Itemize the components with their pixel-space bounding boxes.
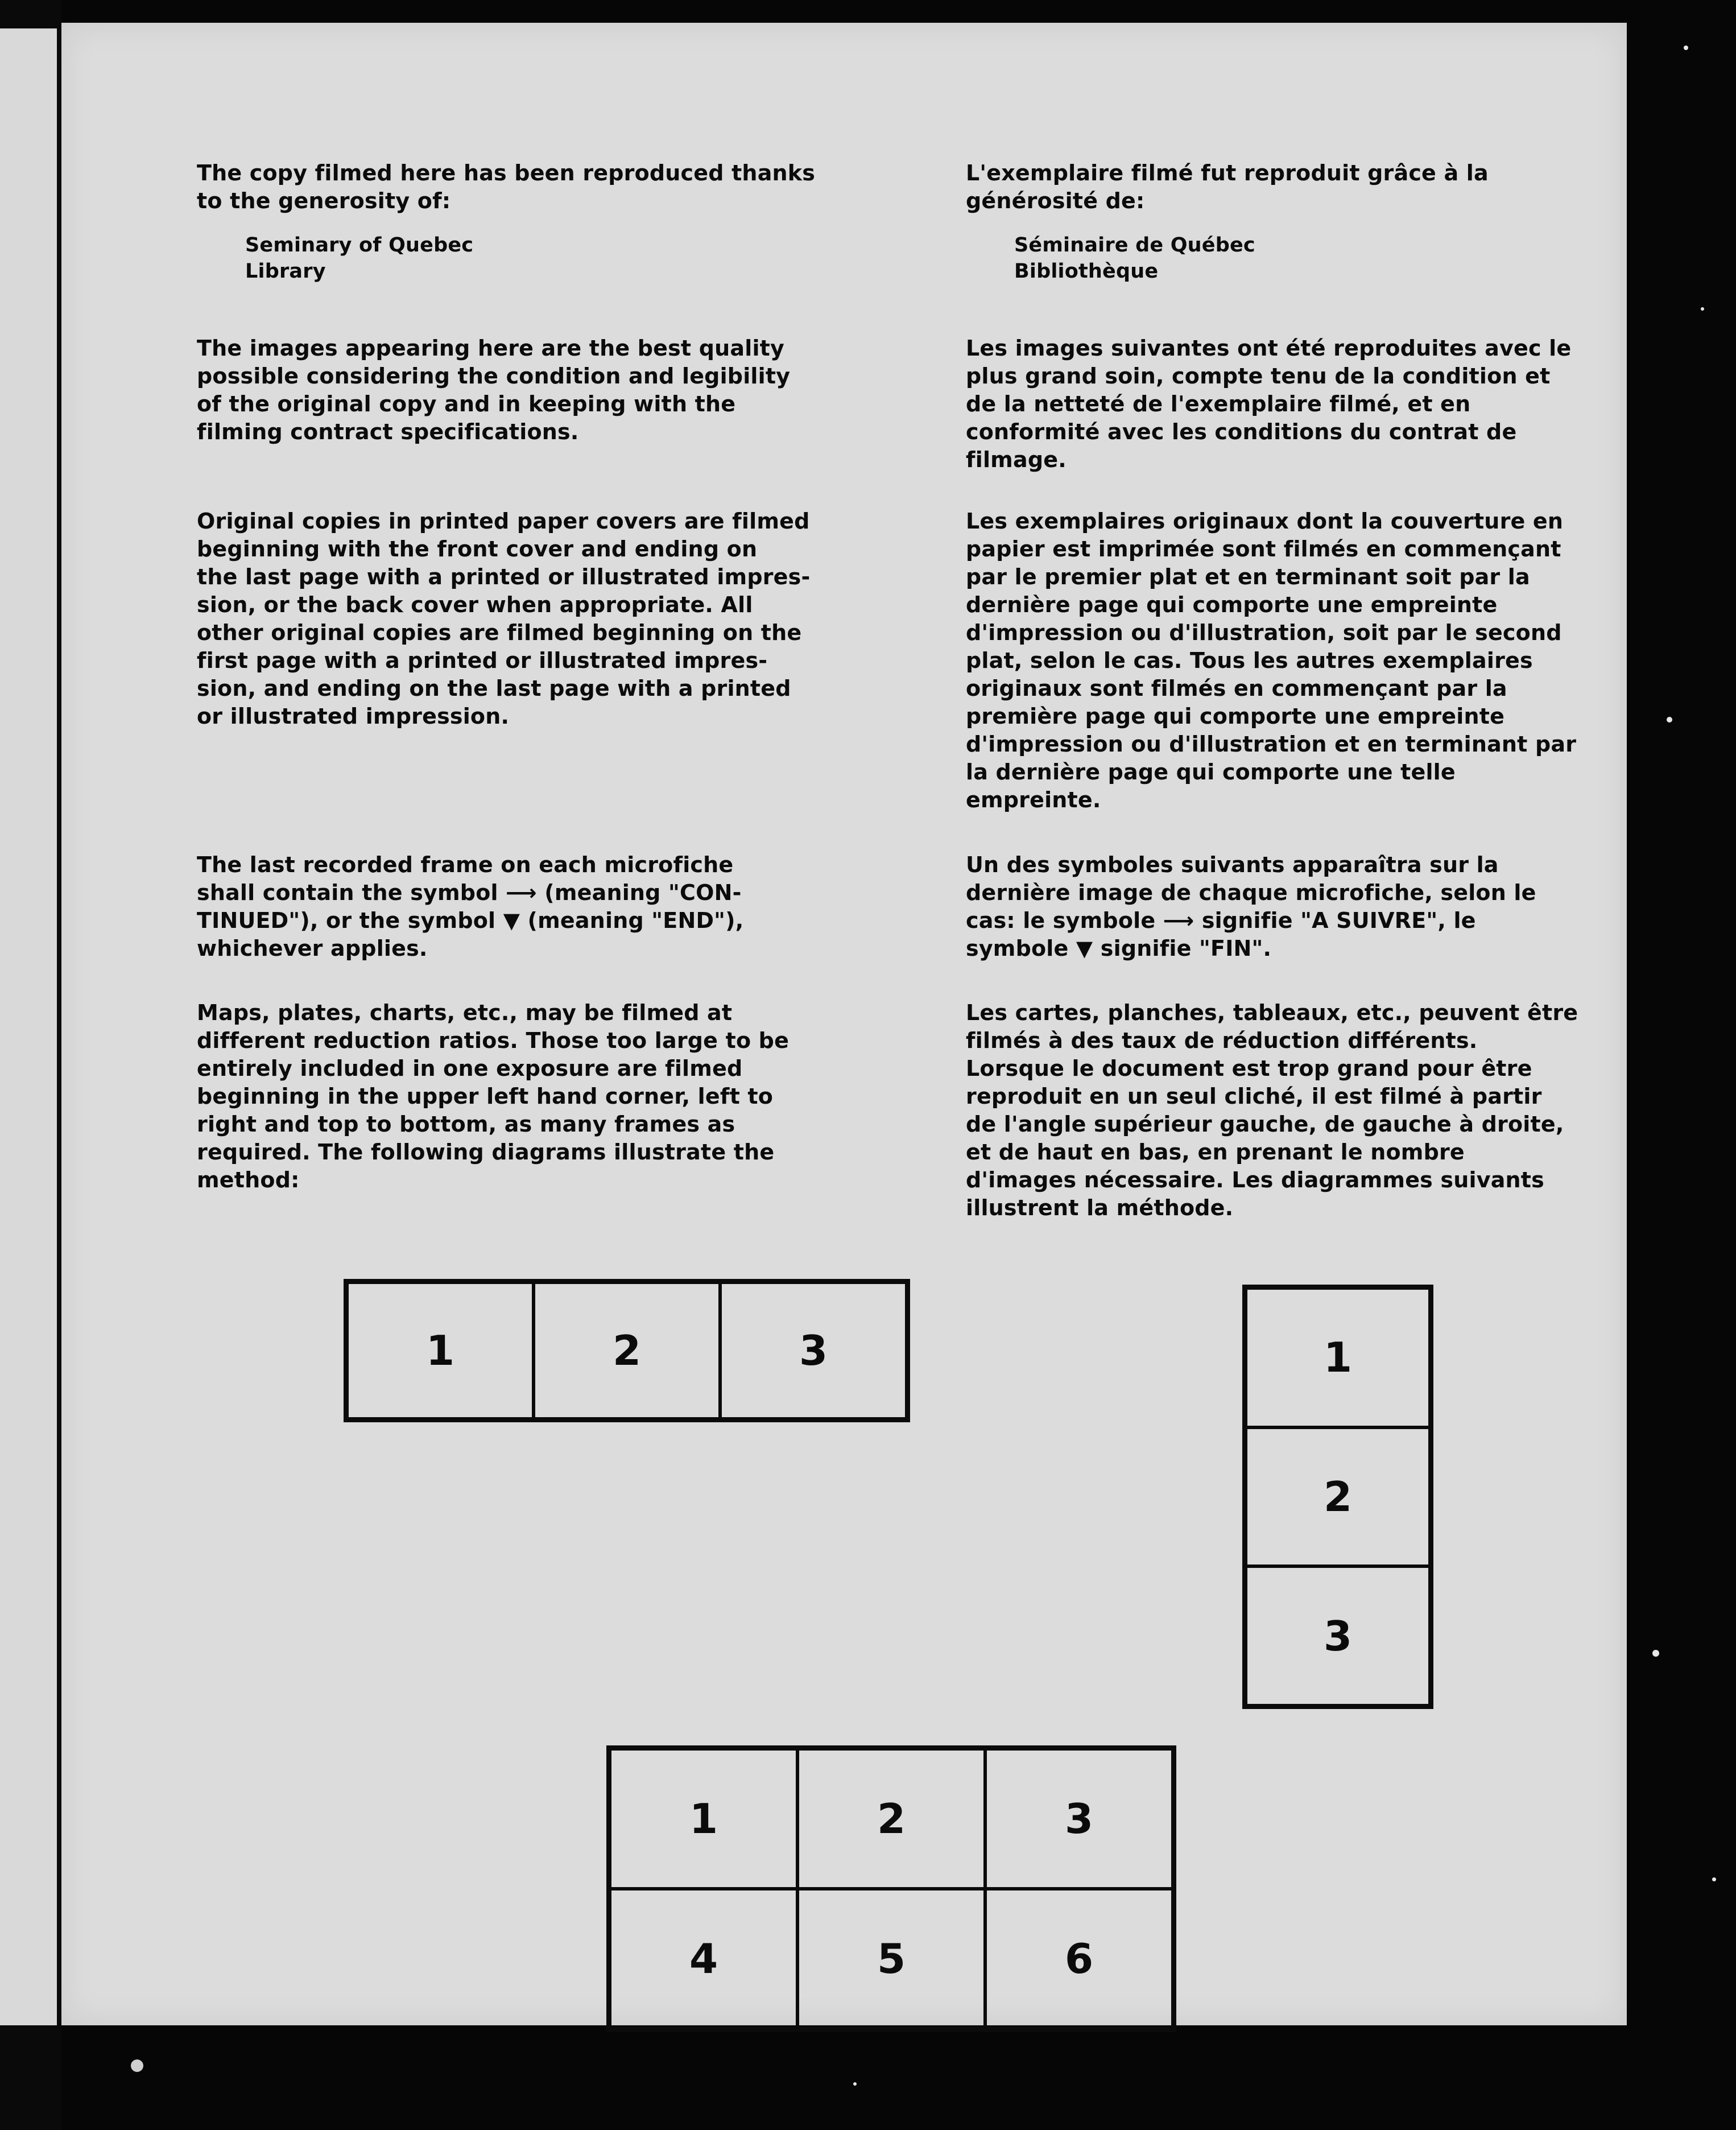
french-thanks: L'exemplaire filmé fut reproduit grâce à la générosité de: — [966, 160, 1489, 213]
scan-speck — [853, 2082, 857, 2086]
frame-cell: 3 — [720, 1282, 907, 1419]
english-maps: Maps, plates, charts, etc., may be filmed at different reduction ratios. Those too large to be entirely included in one exposure are filmed beginning in the upper left hand corner, left to right and top to bottom, as many frames as required. The following diagrams illustrate the method: — [197, 1000, 790, 1192]
french-institution: Séminaire de Québec Bibliothèque — [1014, 234, 1255, 283]
frame-cell: 1 — [610, 1749, 797, 1889]
french-image-quality: Les images suivantes ont été reproduites avec le plus grand soin, compte tenu de la condition et de la netteté de l'exemplaire filmé, et en conformité avec les conditions du contrat de filmage. — [966, 336, 1572, 472]
scan-speck — [1667, 717, 1672, 723]
frame-cell: 2 — [797, 1749, 985, 1889]
scan-speck — [1652, 1650, 1659, 1657]
english-image-quality: The images appearing here are the best quality possible considering the condition and legibility of the original copy and in keeping with the filming contract specifications. — [197, 336, 791, 444]
frame-cell: 4 — [610, 1889, 797, 2029]
english-original-copies: Original copies in printed paper covers are filmed beginning with the front cover and ending on the last page with a printed or illustrated impres- sion, or the back cover when appropriate. All other original copies are filmed beginning on the first page with a printed or illustrated impres- sion, and ending on the last page with a printed or illustrated impression. — [197, 509, 811, 729]
frame-cell: 3 — [985, 1749, 1173, 1889]
scan-speck — [1684, 46, 1688, 50]
french-symbols: Un des symboles suivants apparaîtra sur la dernière image de chaque microfiche, selon le cas: le symbole ⟶ signifie "A SUIVRE", le symbole ▼ signifie "FIN". — [966, 852, 1536, 961]
frame-cell: 3 — [1246, 1566, 1430, 1706]
frame-cell: 1 — [1246, 1288, 1430, 1427]
document-page — [61, 23, 1627, 2025]
scan-speck — [1701, 307, 1704, 311]
frame-cell: 5 — [797, 1889, 985, 2029]
frame-cell: 2 — [1246, 1427, 1430, 1567]
english-thanks: The copy filmed here has been reproduced thanks to the generosity of: — [197, 160, 816, 213]
english-institution: Seminary of Quebec Library — [245, 234, 474, 283]
diagram-vertical — [1242, 1285, 1433, 1709]
english-symbols: The last recorded frame on each microfiche shall contain the symbol ⟶ (meaning "CON- TINUED"), or the symbol ▼ (meaning "END"), whichever applies. — [197, 852, 744, 961]
french-original-copies: Les exemplaires originaux dont la couverture en papier est imprimée sont filmés en commençant par le premier plat et en terminant soit par la dernière page qui comporte une empreinte d'impression ou d'illustration, soit par le second plat, selon le cas. Tous les autres exemplaires originaux sont filmés en commençant par la première page qui comporte une empreinte d'impression ou d'illustration et en terminant par la dernière page qui comporte une telle empreinte. — [966, 509, 1577, 812]
scan-speck — [1712, 1877, 1716, 1881]
frame-cell: 6 — [985, 1889, 1173, 2029]
scan-speck — [131, 2059, 143, 2072]
frame-cell: 1 — [347, 1282, 534, 1419]
french-maps: Les cartes, planches, tableaux, etc., peuvent être filmés à des taux de réduction différents. Lorsque le document est trop grand pour être reproduit en un seul cliché, il est filmé à partir de l'angle supérieur gauche, de gauche à droite, et de haut en bas, en prenant le nombre d'images nécessaire. Les diagrammes suivants illustrent la méthode. — [966, 1000, 1578, 1220]
diagram-horizontal — [344, 1279, 910, 1422]
adjacent-page-strip — [0, 28, 57, 2025]
frame-cell: 2 — [534, 1282, 720, 1419]
diagram-grid — [606, 1745, 1176, 2032]
